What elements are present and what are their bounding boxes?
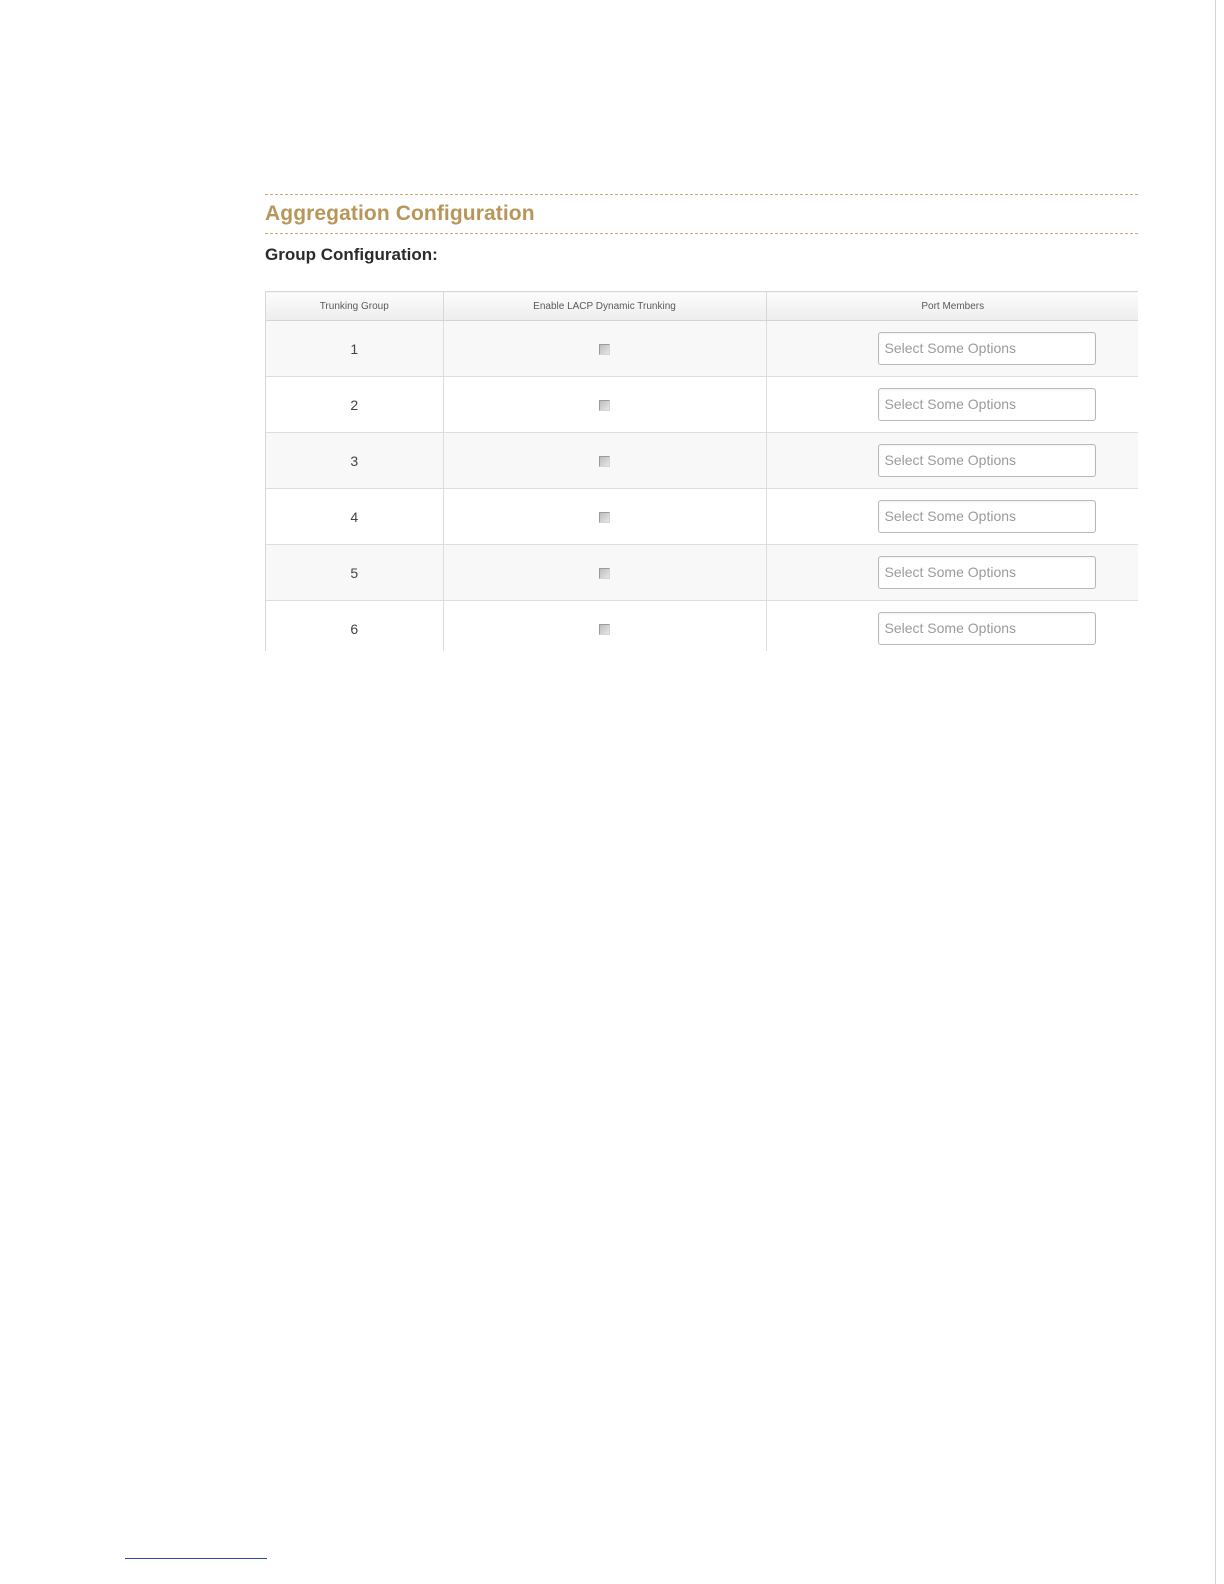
- lacp-checkbox[interactable]: [599, 400, 610, 411]
- page-title: Aggregation Configuration: [265, 202, 535, 225]
- lacp-cell: [443, 377, 766, 433]
- column-header-enable-lacp: Enable LACP Dynamic Trunking: [443, 292, 766, 321]
- column-header-port-members: Port Members: [766, 292, 1138, 321]
- footnote-separator: [125, 1558, 267, 1559]
- lacp-cell: [443, 489, 766, 545]
- lacp-cell: [443, 601, 766, 652]
- port-members-cell: [766, 321, 1138, 377]
- column-header-trunking-group: Trunking Group: [266, 292, 443, 321]
- port-members-cell: [766, 489, 1138, 545]
- port-members-cell: [766, 601, 1138, 652]
- table-row: [266, 489, 1138, 545]
- port-members-select[interactable]: Select Some Options: [878, 612, 1096, 645]
- trunking-group-cell: 5: [266, 545, 443, 601]
- trunking-group-cell: 4: [266, 489, 443, 545]
- page-edge-rule: [1215, 0, 1216, 1584]
- lacp-checkbox[interactable]: [599, 512, 610, 523]
- trunking-group-cell: 3: [266, 433, 443, 489]
- table-row: [266, 321, 1138, 377]
- port-members-cell: [766, 545, 1138, 601]
- trunking-group-cell: 6: [266, 601, 443, 652]
- table-row: [266, 377, 1138, 433]
- table-row: [266, 545, 1138, 601]
- trunking-group-cell: 2: [266, 377, 443, 433]
- aggregation-configuration-panel: [265, 194, 1138, 637]
- port-members-select[interactable]: Select Some Options: [878, 388, 1096, 421]
- port-members-select[interactable]: Select Some Options: [878, 332, 1096, 365]
- group-configuration-table-wrapper: [265, 291, 1138, 651]
- lacp-checkbox[interactable]: [599, 568, 610, 579]
- lacp-cell: [443, 321, 766, 377]
- group-configuration-heading: Group Configuration:: [265, 245, 438, 264]
- port-members-select[interactable]: Select Some Options: [878, 556, 1096, 589]
- table-row: [266, 601, 1138, 652]
- lacp-checkbox[interactable]: [599, 624, 610, 635]
- group-configuration-table: [266, 291, 1138, 651]
- lacp-checkbox[interactable]: [599, 456, 610, 467]
- lacp-cell: [443, 433, 766, 489]
- trunking-group-cell: 1: [266, 321, 443, 377]
- port-members-select[interactable]: Select Some Options: [878, 444, 1096, 477]
- lacp-checkbox[interactable]: [599, 344, 610, 355]
- section-title-bar: [265, 194, 1138, 234]
- port-members-cell: [766, 377, 1138, 433]
- table-header-row: [266, 292, 1138, 321]
- port-members-cell: [766, 433, 1138, 489]
- port-members-select[interactable]: Select Some Options: [878, 500, 1096, 533]
- lacp-cell: [443, 545, 766, 601]
- table-row: [266, 433, 1138, 489]
